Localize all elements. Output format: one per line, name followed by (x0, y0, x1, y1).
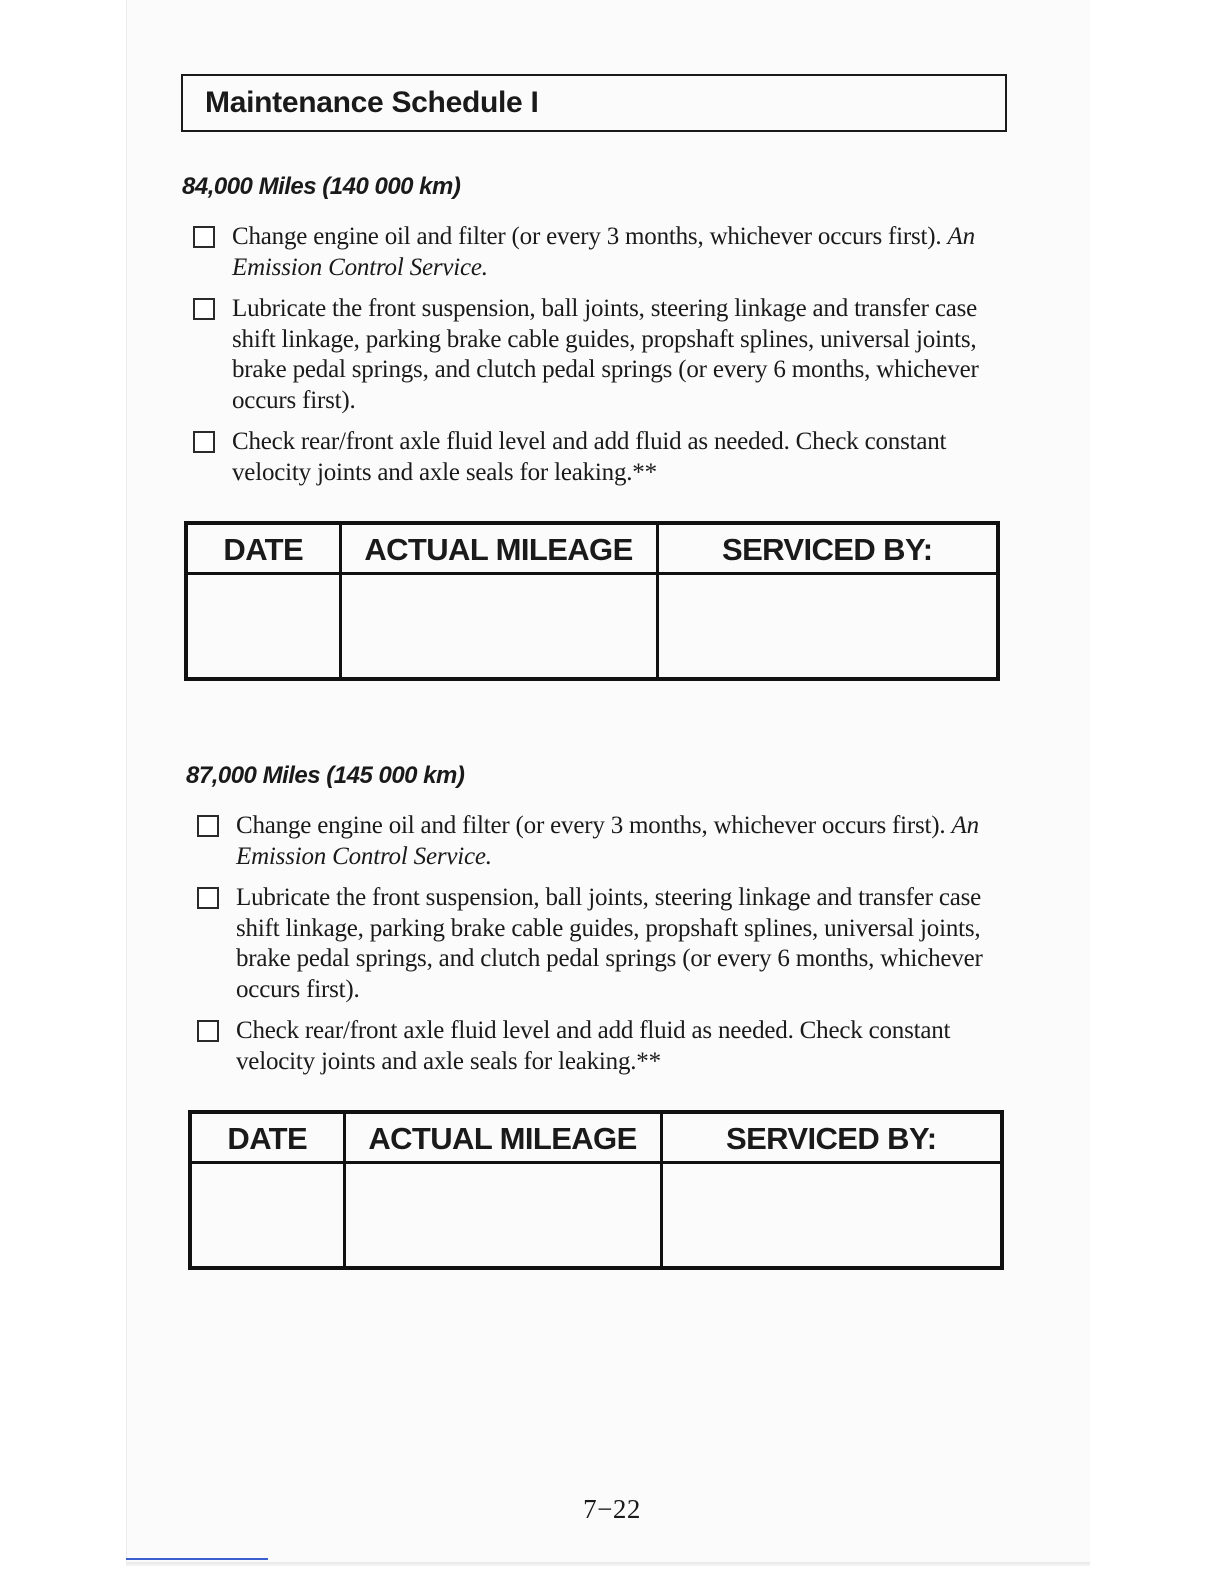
actual-mileage-cell[interactable] (340, 573, 657, 679)
checklist (182, 222, 1012, 488)
section-87000-miles (186, 761, 1016, 1270)
checklist-item-text: Check rear/front axle fluid level and add fluid as needed. Check constant velocity joints and axle seals for leaking.** (236, 1017, 951, 1075)
date-cell[interactable] (186, 573, 340, 679)
service-checkbox[interactable] (193, 431, 215, 453)
checklist-item (186, 811, 1016, 872)
service-checkbox[interactable] (197, 815, 219, 837)
service-checkbox[interactable] (193, 226, 215, 248)
service-checkbox[interactable] (197, 887, 219, 909)
serviced-by-header: SERVICED BY: (657, 523, 998, 573)
page-title: Maintenance Schedule I (205, 86, 539, 119)
checklist-item-text (236, 811, 1006, 872)
serviced-by-cell[interactable] (661, 1162, 1002, 1268)
checklist-item (182, 222, 1012, 283)
serviced-by-header: SERVICED BY: (661, 1112, 1002, 1162)
checklist-item-text (232, 222, 1002, 283)
checklist-item (186, 883, 1016, 1005)
item-note: An Emission Control Service. (232, 223, 975, 281)
checklist-item (186, 1016, 1016, 1077)
item-text: Change engine oil and filter (or every 3 months, whichever occurs first). (236, 812, 952, 839)
section-84000-miles (182, 172, 1012, 681)
serviced-by-cell[interactable] (657, 573, 998, 679)
checklist-item (182, 294, 1012, 416)
checklist-item-text: Check rear/front axle fluid level and add fluid as needed. Check constant velocity joints and axle seals for leaking.** (232, 428, 947, 486)
page-bottom-edge (126, 1562, 1090, 1566)
page-edge-mark (126, 1558, 268, 1560)
service-log-table (184, 521, 1000, 681)
service-checkbox[interactable] (193, 298, 215, 320)
checklist (186, 811, 1016, 1077)
page-title-box (181, 74, 1007, 132)
date-header: DATE (186, 523, 340, 573)
checklist-item-text: Lubricate the front suspension, ball joints, steering linkage and transfer case shift linkage, parking brake cable guides, propshaft splines, universal joints, brake pedal springs, and clutch pedal springs (or every 6 months, whichever occurs first). (232, 295, 979, 414)
item-text: Change engine oil and filter (or every 3 months, whichever occurs first). (232, 223, 948, 250)
item-note: An Emission Control Service. (236, 812, 979, 870)
checklist-item (182, 427, 1012, 488)
date-header: DATE (190, 1112, 344, 1162)
actual-mileage-header: ACTUAL MILEAGE (344, 1112, 661, 1162)
checklist-item-text: Lubricate the front suspension, ball joints, steering linkage and transfer case shift linkage, parking brake cable guides, propshaft splines, universal joints, brake pedal springs, and clutch pedal springs (or every 6 months, whichever occurs first). (236, 884, 983, 1003)
section-heading: 87,000 Miles (145 000 km) (186, 762, 465, 789)
service-checkbox[interactable] (197, 1020, 219, 1042)
actual-mileage-cell[interactable] (344, 1162, 661, 1268)
section-heading: 84,000 Miles (140 000 km) (182, 173, 461, 200)
page-number: 7−22 (583, 1494, 641, 1524)
date-cell[interactable] (190, 1162, 344, 1268)
actual-mileage-header: ACTUAL MILEAGE (340, 523, 657, 573)
service-log-table (188, 1110, 1004, 1270)
